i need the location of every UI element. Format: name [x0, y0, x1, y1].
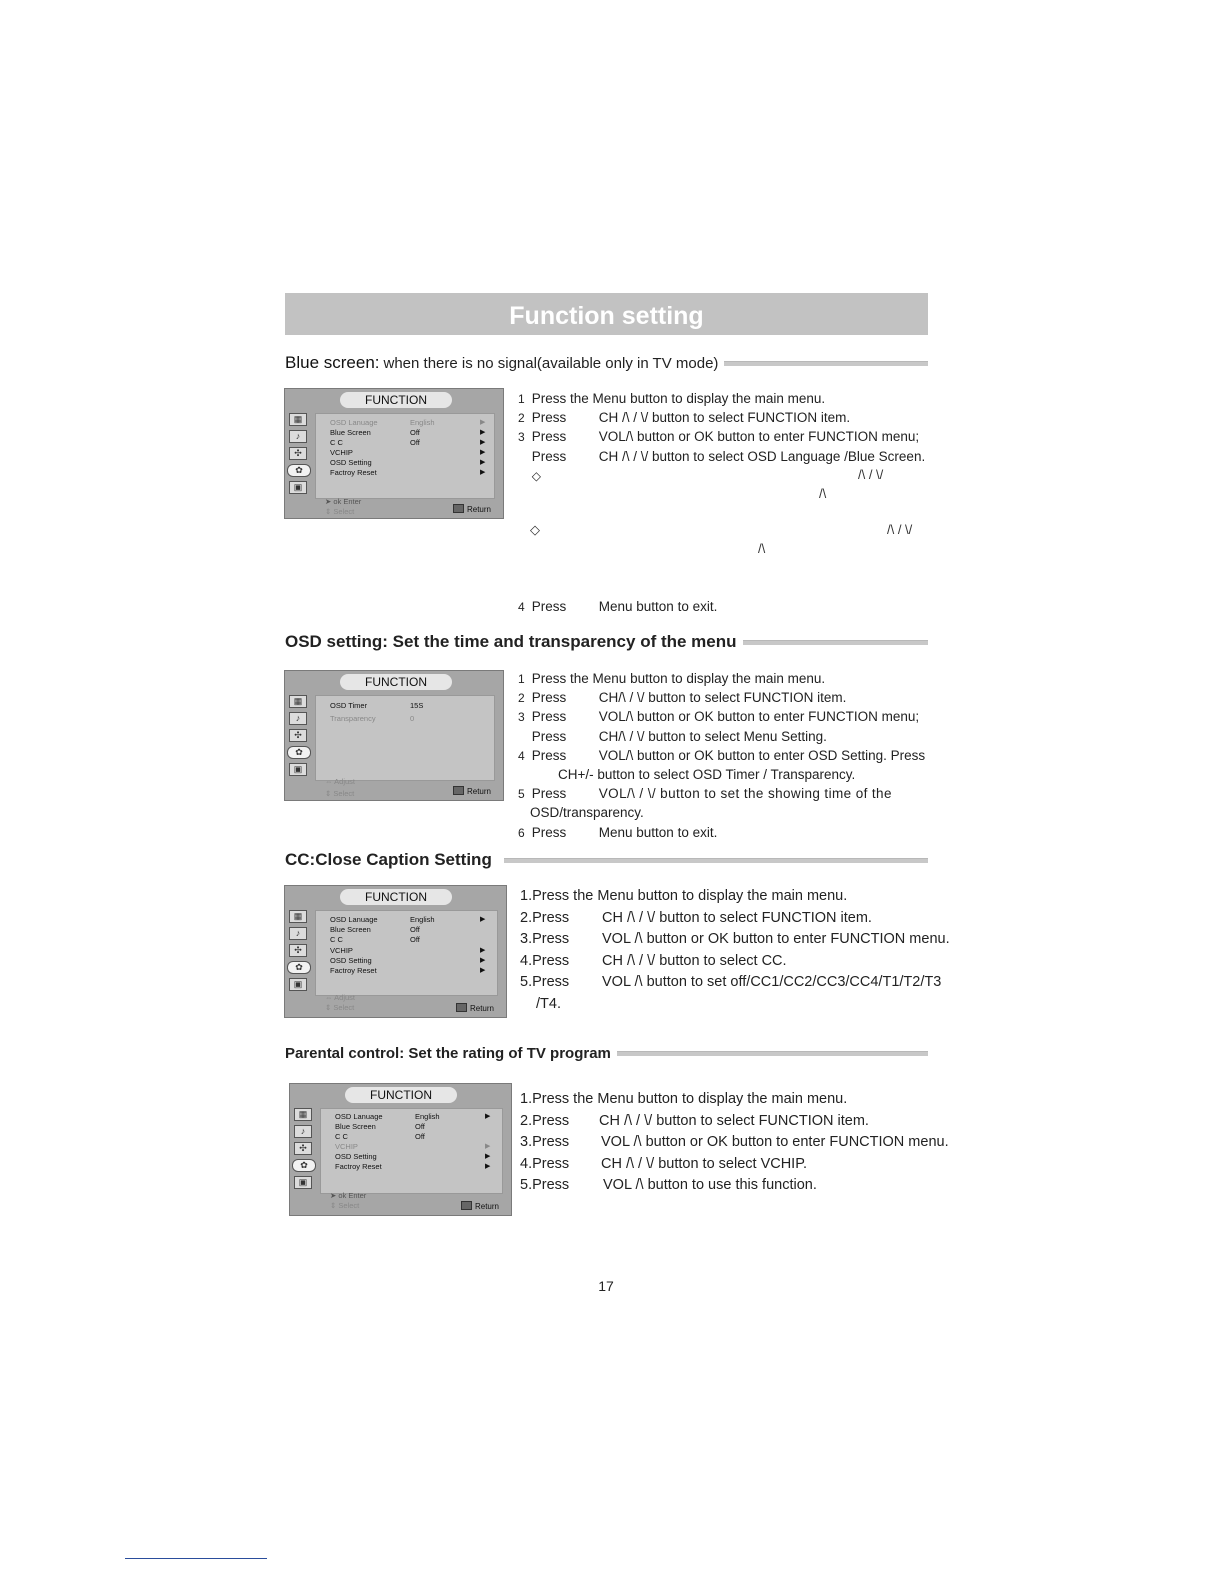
menu-row: OSD Lanuage English ▶	[330, 915, 486, 924]
menu-return: Return	[456, 1003, 494, 1013]
menu-row: OSD Lanuage English ▶	[335, 1112, 491, 1121]
section-rule	[724, 361, 928, 366]
menu-return: Return	[453, 504, 491, 514]
menu-footer-select: ⇕ Select	[325, 1003, 355, 1012]
setup-icon: ✣	[294, 1142, 312, 1155]
menu-row: OSD Setting ▶	[330, 956, 486, 965]
menu-footer-select: ⇕ Select	[325, 789, 355, 798]
function-menu-screenshot-3	[284, 885, 507, 1018]
step-line: 5.Press VOL /\ button to use this function.	[520, 1177, 817, 1193]
function-menu-screenshot-1	[284, 388, 504, 519]
menu-row: Factroy Reset ▶	[330, 966, 486, 975]
step-line: 4 Press VOL/\ button or OK button to enter OSD Setting. Press	[518, 747, 926, 763]
blue-screen-subtitle: when there is no signal(available only in TV mode)	[383, 354, 719, 372]
menu-row: C C Off	[335, 1132, 425, 1141]
sound-icon: ♪	[289, 712, 307, 725]
section-header-parental-control	[285, 1045, 928, 1062]
menu-row: Factroy Reset ▶	[335, 1162, 491, 1171]
function-icon: ✿	[287, 961, 311, 974]
menu-row: Blue Screen Off	[330, 925, 420, 934]
section-rule	[743, 640, 928, 645]
diamond-bullet: ◇	[531, 468, 541, 483]
section-rule	[617, 1051, 928, 1056]
blue-screen-step-4	[518, 597, 717, 616]
step-line: 1.Press the Menu button to display the main menu.	[520, 888, 848, 904]
step-line: /T4.	[536, 995, 561, 1012]
step-line: 5 Press VOL/\ / \/ button to set the showing time of the	[518, 786, 892, 802]
sound-icon: ♪	[294, 1125, 312, 1138]
menu-row: Factroy Reset ▶	[330, 468, 486, 477]
menu-row: VCHIP ▶	[330, 946, 486, 955]
picture-icon: ▦	[289, 413, 307, 426]
step-line: Press CH/\ / \/ button to select Menu Setting.	[531, 728, 827, 744]
step-line: 2 Press CH/\ / \/ button to select FUNCTION item.	[518, 690, 847, 706]
menu-icon-column	[292, 1108, 316, 1193]
picture-icon: ▦	[289, 695, 307, 708]
menu-title: FUNCTION	[340, 392, 452, 408]
parental-control-title: Parental control: Set the rating of TV program	[285, 1045, 611, 1062]
section-header-osd-setting	[285, 632, 928, 652]
menu-title: FUNCTION	[340, 889, 452, 905]
function-menu-screenshot-2	[284, 670, 504, 801]
menu-footer-select: ⇕ Select	[330, 1201, 360, 1210]
channel-icon: ▣	[294, 1176, 312, 1189]
step-line: 4.Press CH /\ / \/ button to select CC.	[520, 952, 787, 969]
function-menu-screenshot-4	[289, 1083, 512, 1216]
step-line: OSD/transparency.	[530, 805, 644, 821]
parental-control-steps	[520, 1089, 949, 1197]
step-line: 1.Press the Menu button to display the main menu.	[520, 1091, 848, 1107]
menu-return: Return	[453, 786, 491, 796]
step-line: 1 Press the Menu button to display the main menu.	[518, 671, 826, 686]
menu-row: OSD Lanuage English ▶	[330, 418, 486, 427]
arrow-fragment: /\ / \/	[887, 522, 913, 537]
menu-icon-column	[287, 695, 311, 780]
channel-icon: ▣	[289, 763, 307, 776]
function-icon: ✿	[287, 464, 311, 477]
setup-icon: ✣	[289, 944, 307, 957]
menu-row: C C Off	[330, 935, 420, 944]
channel-icon: ▣	[289, 481, 307, 494]
step-line: 2.Press CH /\ / \/ button to select FUNCTION item.	[520, 909, 872, 926]
arrow-fragment: /\	[758, 541, 766, 556]
section-header-blue-screen	[285, 353, 928, 373]
step-line: 2 Press CH /\ / \/ button to select FUNCTION item.	[518, 410, 851, 426]
close-caption-steps	[520, 886, 950, 1015]
sound-icon: ♪	[289, 927, 307, 940]
osd-setting-title: OSD setting: Set the time and transparency of the menu	[285, 632, 737, 651]
osd-setting-steps	[518, 669, 925, 842]
arrow-fragment: /\ / \/	[858, 467, 884, 482]
sound-icon: ♪	[289, 430, 307, 443]
channel-icon: ▣	[289, 978, 307, 991]
menu-row: Blue Screen Off ▶	[330, 428, 486, 437]
footer-rule	[125, 1558, 267, 1559]
menu-row: Transparency 0	[330, 714, 415, 723]
menu-footer-enter: ➤ ok Enter	[330, 1191, 367, 1200]
menu-return: Return	[461, 1201, 499, 1211]
arrow-fragment: /\	[819, 486, 827, 501]
menu-row: OSD Setting ▶	[335, 1152, 491, 1161]
step-line: 2.Press CH /\ / \/ button to select FUNCTION item.	[520, 1112, 869, 1129]
menu-footer-adjust: ⇔ Adjust	[325, 777, 356, 786]
page-number: 17	[598, 1278, 614, 1294]
menu-panel	[315, 695, 495, 781]
menu-row: OSD Setting ▶	[330, 458, 486, 467]
step-line: CH+/- button to select OSD Timer / Transparency.	[558, 766, 856, 782]
step-line: 4 Press Menu button to exit.	[518, 599, 718, 614]
page-banner	[285, 293, 928, 335]
close-caption-title: CC:Close Caption Setting	[285, 850, 492, 869]
menu-panel	[315, 910, 498, 996]
menu-title: FUNCTION	[340, 674, 452, 690]
picture-icon: ▦	[289, 910, 307, 923]
diamond-bullet: ◇	[530, 522, 540, 537]
menu-footer-enter: ➤ ok Enter	[325, 497, 362, 506]
step-line: 4.Press CH /\ / \/ button to select VCHIP.	[520, 1155, 808, 1172]
section-rule	[504, 858, 928, 863]
setup-icon: ✣	[289, 729, 307, 742]
step-line: 3 Press VOL/\ button or OK button to enter FUNCTION menu;	[518, 709, 920, 725]
menu-row: VCHIP ▶	[335, 1142, 491, 1151]
menu-panel	[320, 1108, 503, 1194]
picture-icon: ▦	[294, 1108, 312, 1121]
menu-title: FUNCTION	[345, 1087, 457, 1103]
menu-footer-adjust: ⇔ Adjust	[325, 993, 356, 1002]
step-line: 3.Press VOL /\ button or OK button to enter FUNCTION menu.	[520, 1134, 949, 1150]
step-line: Press CH /\ / \/ button to select OSD Language /Blue Screen.	[531, 448, 926, 464]
step-line: 3.Press VOL /\ button or OK button to enter FUNCTION menu.	[520, 931, 950, 947]
setup-icon: ✣	[289, 447, 307, 460]
blue-screen-title: Blue screen:	[285, 353, 380, 372]
step-line: 1 Press the Menu button to display the main menu.	[518, 391, 826, 406]
step-line: 6 Press Menu button to exit.	[518, 824, 718, 840]
step-line: 3 Press VOL/\ button or OK button to enter FUNCTION menu;	[518, 429, 920, 445]
menu-icon-column	[287, 413, 311, 498]
menu-row: OSD Timer 15S	[330, 701, 424, 710]
banner-title: Function setting	[509, 302, 704, 330]
menu-icon-column	[287, 910, 311, 995]
menu-row: VCHIP ▶	[330, 448, 486, 457]
menu-footer-select: ⇕ Select	[325, 507, 355, 516]
menu-row: Blue Screen Off	[335, 1122, 425, 1131]
function-icon: ✿	[292, 1159, 316, 1172]
section-header-close-caption	[285, 850, 928, 870]
function-icon: ✿	[287, 746, 311, 759]
menu-row: C C Off ▶	[330, 438, 486, 447]
menu-panel	[315, 413, 495, 499]
step-line: 5.Press VOL /\ button to set off/CC1/CC2/CC3/CC4/T1/T2/T3	[520, 974, 942, 990]
